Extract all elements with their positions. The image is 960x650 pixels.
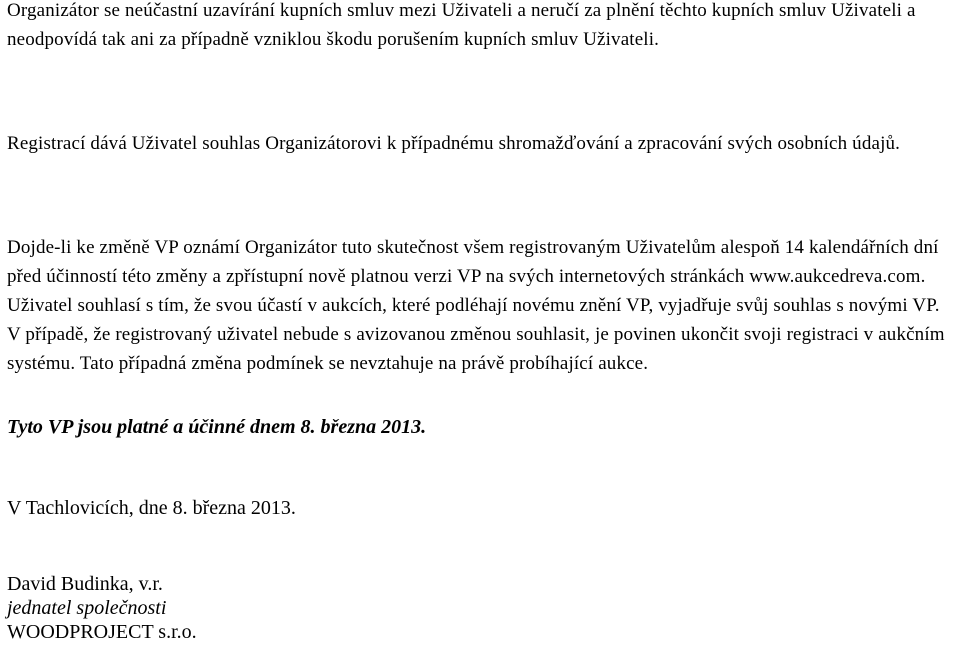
company-name: WOODPROJECT s.r.o. [7, 621, 197, 643]
validity-statement: Tyto VP jsou platné a účinné dnem 8. března 2013. [7, 416, 427, 438]
signatory-role: jednatel společnosti [7, 597, 167, 619]
signatory-name: David Budinka, v.r. [7, 573, 163, 595]
signature-block [7, 572, 197, 644]
paragraph-terms-change: Dojde-li ke změně VP oznámí Organizátor tuto skutečnost všem registrovaným Uživatelům alespoň 14 kalendářních dní před účinností této změny a zpřístupní nově platnou verzi VP na svých internetových stránkách www.aukcedreva.com. Uživatel souhlasí s tím, že svou účastí v aukcích, které podléhají novému znění VP, vyjadřuje svůj souhlas s novými VP. V případě, že registrovaný uživatel nebude s avizovanou změnou souhlasit, je povinen ukončit svoji registraci v aukčním systému. Tato případná změna podmínek se nevztahuje na právě probíhající aukce. [7, 237, 945, 374]
paragraph-personal-data-consent: Registrací dává Uživatel souhlas Organizátorovi k případnému shromažďování a zpracování svých osobních údajů. [7, 133, 901, 154]
paragraph-organizer-liability: Organizátor se neúčastní uzavírání kupních smluv mezi Uživateli a neručí za plnění těchto kupních smluv Uživateli a neodpovídá tak ani za případně vzniklou škodu porušením kupních smluv Uživateli. [7, 0, 916, 50]
place-and-date: V Tachlovicích, dne 8. března 2013. [7, 497, 296, 519]
